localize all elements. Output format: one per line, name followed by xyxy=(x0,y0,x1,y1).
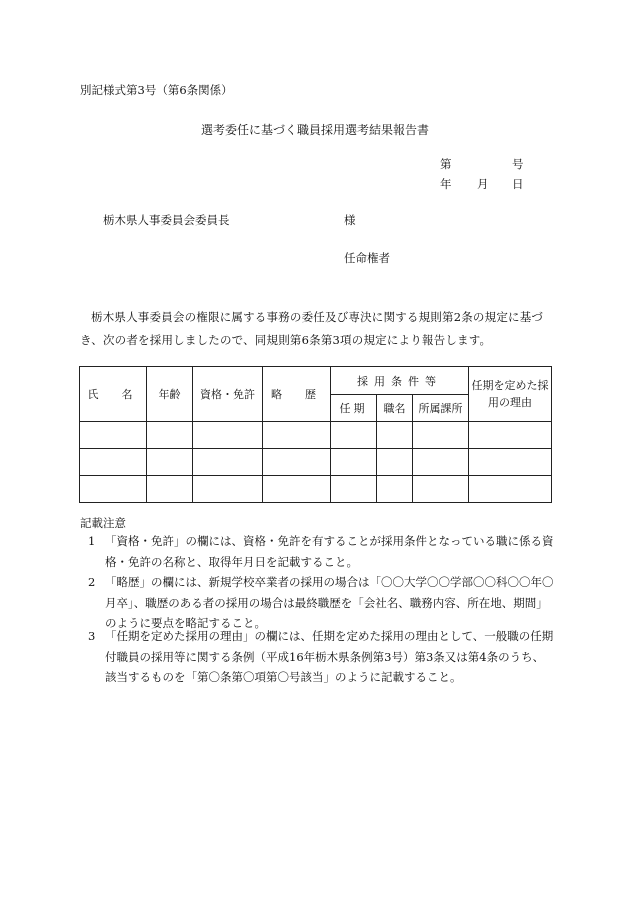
header-name: 氏 名 xyxy=(80,367,147,422)
date-year: 年 xyxy=(440,177,452,191)
cell-name[interactable] xyxy=(80,449,147,476)
header-history: 略 歴 xyxy=(263,367,331,422)
cell-age[interactable] xyxy=(147,476,193,503)
document-title: 選考委任に基づく職員採用選考結果報告書 xyxy=(200,123,429,137)
note-number: 2 xyxy=(88,575,96,589)
cell-age[interactable] xyxy=(147,422,193,449)
cell-department[interactable] xyxy=(413,449,469,476)
note-item-2 xyxy=(80,572,555,634)
cell-license[interactable] xyxy=(193,422,263,449)
note-item-3 xyxy=(80,626,555,688)
date-day: 日 xyxy=(512,177,524,191)
appointer: 任命権者 xyxy=(344,251,390,265)
header-age: 年齢 xyxy=(147,367,193,422)
note-number: 3 xyxy=(88,629,96,643)
cell-term[interactable] xyxy=(331,476,377,503)
cell-term[interactable] xyxy=(331,449,377,476)
cell-name[interactable] xyxy=(80,422,147,449)
cell-department[interactable] xyxy=(413,476,469,503)
header-department: 所属課所 xyxy=(413,395,469,422)
table-row xyxy=(80,476,552,503)
cell-history[interactable] xyxy=(263,449,331,476)
note-text: 「略歴」の欄には、新規学校卒業者の採用の場合は「〇〇大学〇〇学部〇〇科〇〇年〇月卒」、職歴のある者の採用の場合は最終職歴を「会社名、職務内容、所在地、期間」のように要点を略記すること。 xyxy=(105,575,554,630)
body-paragraph: 栃木県人事委員会の権限に属する事務の委任及び専決に関する規則第2条の規定に基づき、次の者を採用しましたので、同規則第6条第3項の規定により報告します。 xyxy=(80,310,544,347)
header-license: 資格・免許 xyxy=(193,367,263,422)
note-text: 「任期を定めた採用の理由」の欄には、任期を定めた採用の理由として、一般職の任期付職員の採用等に関する条例（平成16年栃木県条例第3号）第3条又は第4条のうち、該当するものを「第〇条第〇項第〇号該当」のように記載すること。 xyxy=(105,629,554,684)
table-row xyxy=(80,422,552,449)
number-dai: 第 xyxy=(440,157,452,171)
cell-history[interactable] xyxy=(263,476,331,503)
cell-license[interactable] xyxy=(193,476,263,503)
cell-history[interactable] xyxy=(263,422,331,449)
cell-department[interactable] xyxy=(413,422,469,449)
record-table xyxy=(79,366,552,503)
table-row xyxy=(80,449,552,476)
addressee: 栃木県人事委員会委員長 xyxy=(103,213,230,227)
number-go: 号 xyxy=(512,157,524,171)
header-reason: 任期を定めた採用の理由 xyxy=(469,367,552,422)
header-position: 職名 xyxy=(377,395,413,422)
date-month: 月 xyxy=(477,177,489,191)
cell-position[interactable] xyxy=(377,476,413,503)
note-text: 「資格・免許」の欄には、資格・免許を有することが採用条件となっている職に係る資格・免許の名称と、取得年月日を記載すること。 xyxy=(105,534,554,569)
cell-position[interactable] xyxy=(377,449,413,476)
honorific: 様 xyxy=(344,213,356,227)
header-term: 任期 xyxy=(331,395,377,422)
header-conditions: 採用条件等 xyxy=(331,367,469,395)
notes-heading: 記載注意 xyxy=(80,516,126,530)
cell-license[interactable] xyxy=(193,449,263,476)
cell-reason[interactable] xyxy=(469,449,552,476)
cell-term[interactable] xyxy=(331,422,377,449)
cell-reason[interactable] xyxy=(469,422,552,449)
form-label: 別記様式第3号（第6条関係） xyxy=(80,83,233,97)
cell-position[interactable] xyxy=(377,422,413,449)
cell-age[interactable] xyxy=(147,449,193,476)
note-number: 1 xyxy=(88,534,96,548)
cell-reason[interactable] xyxy=(469,476,552,503)
note-item-1 xyxy=(80,531,555,572)
cell-name[interactable] xyxy=(80,476,147,503)
